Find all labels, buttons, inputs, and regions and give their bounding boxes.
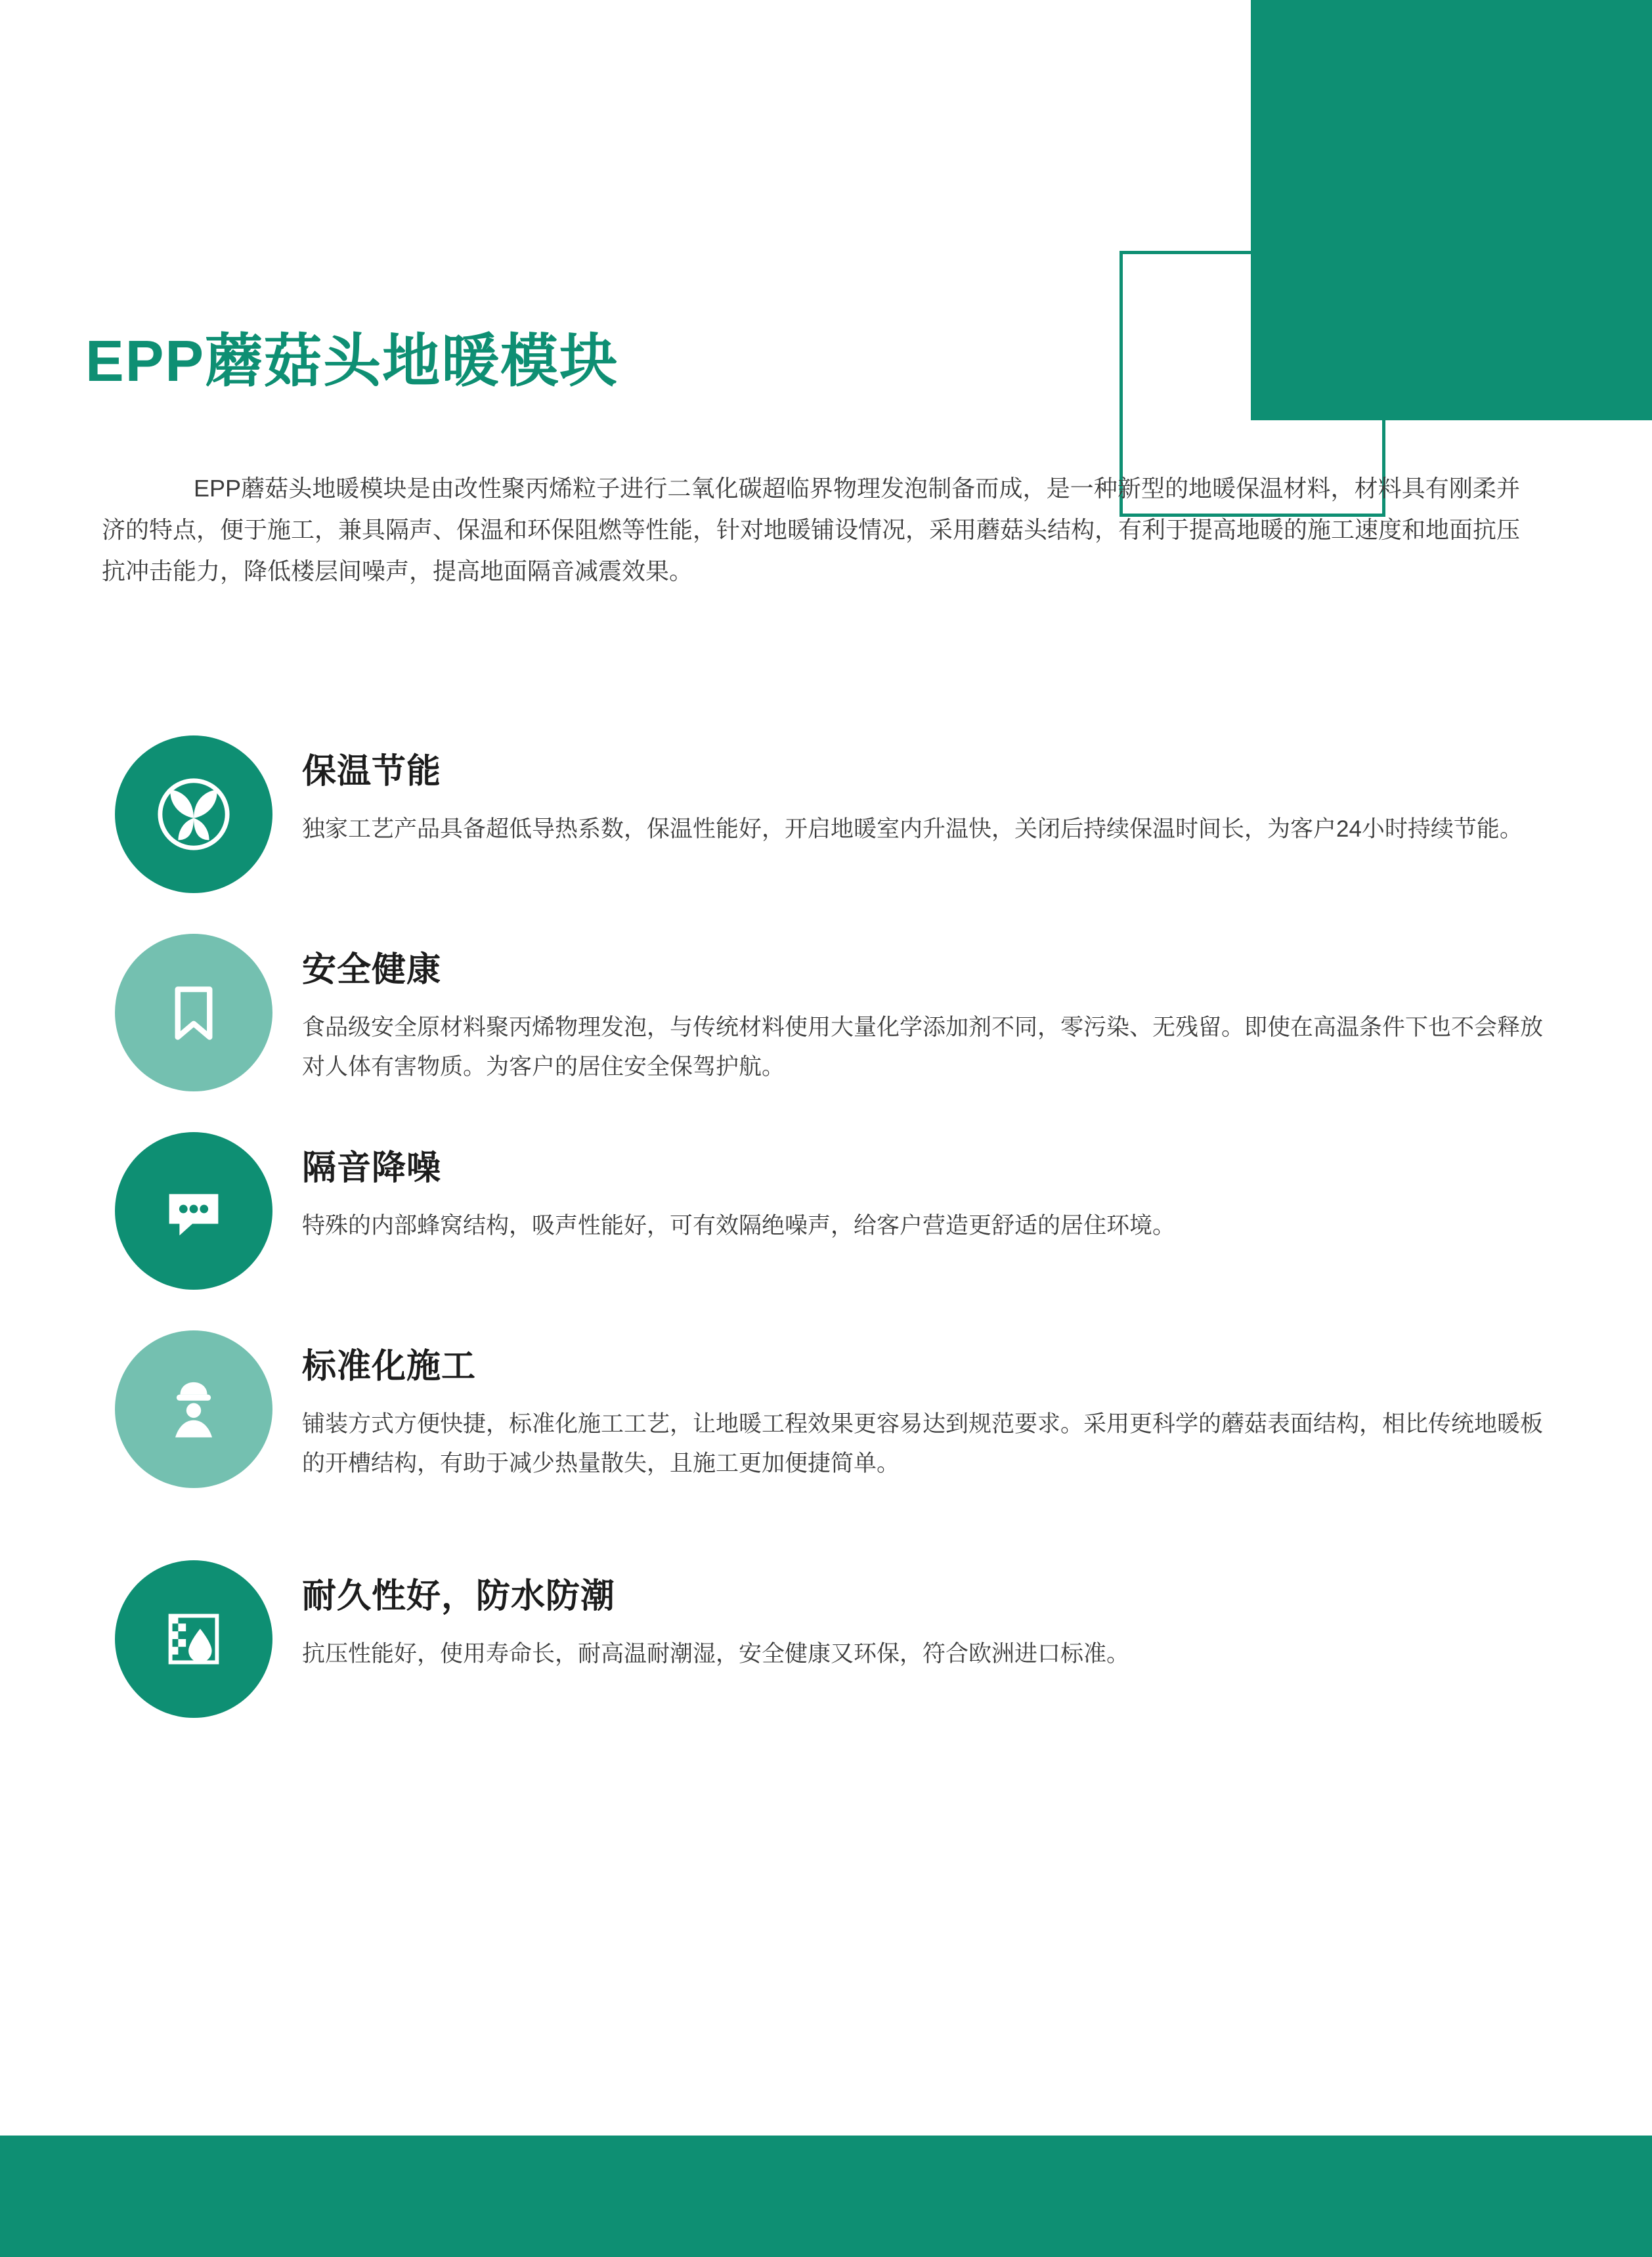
feature-description: 铺装方式方便快捷，标准化施工工艺，让地暖工程效果更容易达到规范要求。采用更科学的蘑菇表面结构，相比传统地暖板的开槽结构，有助于减少热量散失，且施工更加便捷简单。 [302, 1411, 1544, 1476]
intro-paragraph: EPP蘑菇头地暖模块是由改性聚丙烯粒子进行二氧化碳超临界物理发泡制备而成，是一种新型的地暖保温材料，材料具有刚柔并济的特点，便于施工，兼具隔声、保温和环保阻燃等性能，针对地暖铺设情况，采用蘑菇头结构，有利于提高地暖的施工速度和地面抗压抗冲击能力，降低楼层间噪声，提高地面隔音减震效果。 [102, 475, 1521, 584]
feature-item [0, 1132, 1652, 1290]
feature-title: 安全健康 [302, 951, 442, 989]
feature-item [0, 934, 1652, 1091]
worker-helmet-icon [115, 1330, 272, 1488]
feature-item [0, 1560, 1652, 1718]
bookmark-icon [115, 934, 272, 1091]
feature-title: 隔音降噪 [302, 1149, 442, 1187]
feature-description: 抗压性能好，使用寿命长，耐高温耐潮湿，安全健康又环保，符合欧洲进口标准。 [302, 1641, 1130, 1667]
feature-item [0, 1330, 1652, 1488]
feature-description: 特殊的内部蜂窝结构，吸声性能好，可有效隔绝噪声，给客户营造更舒适的居住环境。 [302, 1213, 1176, 1238]
feature-title: 保温节能 [302, 753, 442, 791]
waterdrop-icon [115, 1560, 272, 1718]
feature-text [302, 1330, 1543, 1483]
feature-text [302, 735, 1523, 849]
decorative-square-overlap [1251, 251, 1652, 420]
feature-title: 标准化施工 [302, 1348, 477, 1386]
feature-item [0, 735, 1652, 893]
footer-bar [0, 2136, 1652, 2257]
feature-title: 耐久性好，防水防潮 [302, 1577, 616, 1615]
feature-text [302, 1560, 1129, 1674]
feature-text [302, 1132, 1175, 1246]
feature-description: 食品级安全原材料聚丙烯物理发泡，与传统材料使用大量化学添加剂不同，零污染、无残留。即使在高温条件下也不会释放对人体有害物质。为客户的居住安全保驾护航。 [302, 1015, 1544, 1080]
page-title: EPP蘑菇头地暖模块 [85, 328, 619, 393]
feature-text [302, 934, 1543, 1086]
feature-list [0, 735, 1652, 1759]
chat-bubble-icon [115, 1132, 272, 1290]
leaf-icon [115, 735, 272, 893]
feature-description: 独家工艺产品具备超低导热系数，保温性能好，开启地暖室内升温快，关闭后持续保温时间长，为客户24小时持续节能。 [302, 816, 1523, 842]
